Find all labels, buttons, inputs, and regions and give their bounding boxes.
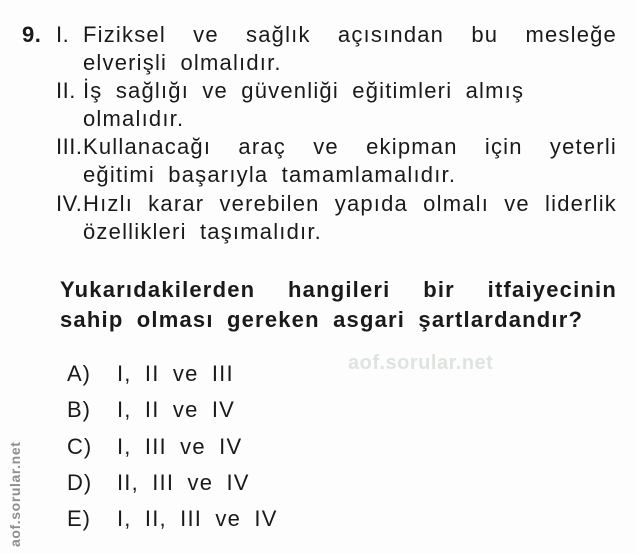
question-number: 9. (22, 22, 42, 47)
option-text: II, III ve IV (117, 469, 250, 495)
watermark-left-vertical: aof.sorular.net (7, 441, 23, 547)
option-letter: C) (67, 433, 93, 459)
answer-options (67, 356, 278, 537)
statement-line: Hızlı karar verebilen yapıda olmalı ve liderlik (83, 190, 617, 216)
statement-line: Kullanacağı araç ve ekipman için yeterli (83, 134, 617, 160)
option-letter: B) (67, 397, 91, 423)
list-item-4 (56, 190, 617, 246)
roman-numeral: IV. (56, 190, 83, 216)
statement-text (83, 133, 617, 189)
statement-text (83, 77, 617, 133)
stem-line: Yukarıdakilerden hangileri bir itfaiyecinin (60, 277, 617, 302)
statement-text (83, 190, 617, 246)
statement-line: Fiziksel ve sağlık açısından bu mesleğe (83, 22, 617, 47)
statement-list (56, 21, 617, 246)
question-stem (60, 275, 617, 335)
statement-line: özellikleri taşımalıdır. (83, 218, 322, 244)
watermark-center: aof.sorular.net (348, 352, 494, 374)
option-a (67, 356, 278, 392)
option-letter: D) (67, 469, 93, 495)
statement-text (83, 21, 617, 77)
option-c (67, 429, 278, 465)
option-text: I, II, III ve IV (117, 506, 278, 532)
option-b (67, 392, 278, 428)
list-item-2 (56, 77, 617, 133)
statement-line: eğitimi başarıyla tamamlamalıdır. (83, 162, 457, 188)
option-text: I, II ve III (117, 361, 234, 386)
statement-line: İş sağlığı ve güvenliği eğitimleri almış (83, 78, 525, 104)
roman-numeral: I. (56, 22, 70, 47)
roman-numeral: II. (56, 78, 76, 104)
statement-line: elverişli olmalıdır. (83, 50, 282, 76)
option-text: I, III ve IV (117, 433, 243, 459)
list-item-1 (56, 21, 617, 77)
stem-line: sahip olması gereken asgari şartlardandır? (60, 307, 584, 332)
option-letter: E) (67, 506, 91, 532)
statement-line: olmalıdır. (83, 106, 185, 132)
option-text: I, II ve IV (117, 397, 236, 423)
option-e (67, 501, 278, 537)
option-d (67, 465, 278, 501)
option-letter: A) (67, 361, 91, 386)
list-item-3 (56, 133, 617, 189)
roman-numeral: III. (56, 134, 83, 160)
